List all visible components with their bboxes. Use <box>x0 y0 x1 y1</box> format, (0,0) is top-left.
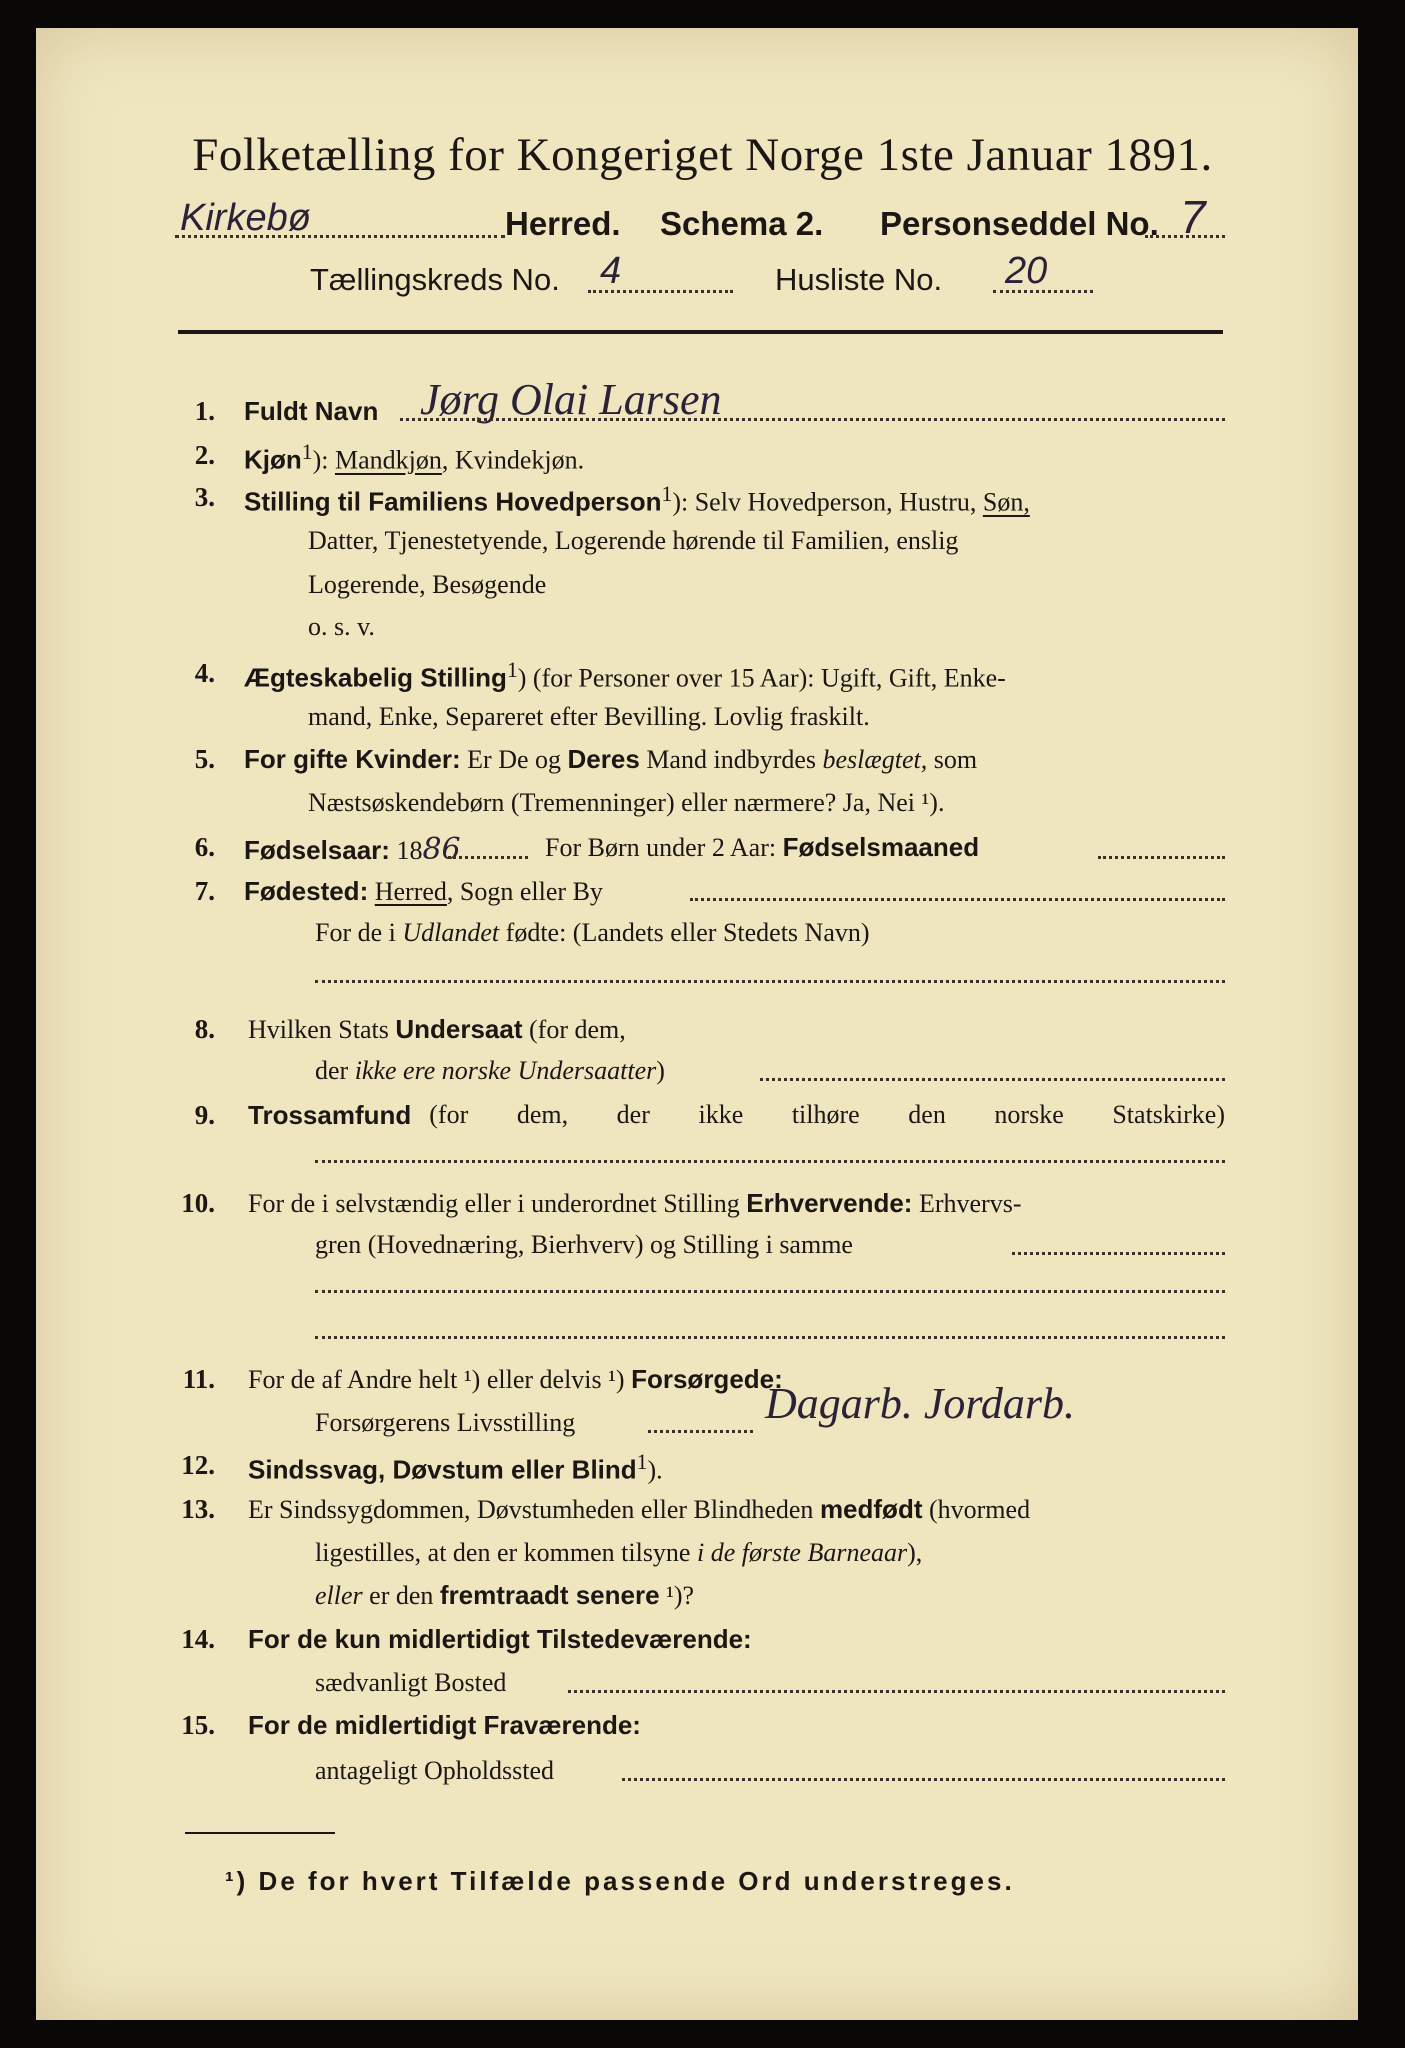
item-number: 14. <box>181 1624 215 1654</box>
birthplace-label: Fødested: <box>244 876 369 906</box>
congenital-text: er den <box>369 1581 434 1610</box>
birthplace-selected-herred: Herred <box>374 877 447 906</box>
personseddel-number: 7 <box>1180 191 1206 243</box>
relation-line-4: o. s. v. <box>308 612 375 641</box>
marital-line-2: mand, Enke, Separeret efter Bevilling. Lovlig fraskilt. <box>308 702 870 731</box>
birth-month-line <box>545 832 979 863</box>
congenital-italic: eller <box>315 1581 363 1610</box>
schema-label: Schema 2. <box>660 205 824 242</box>
congenital-text: ligestilles, at den er kommen tilsyne <box>315 1538 691 1567</box>
congenital-label: medfødt <box>819 1494 923 1524</box>
married-women-text: Er De og <box>467 745 562 774</box>
occupation-dotted-line <box>315 1290 1225 1293</box>
item-number: 8. <box>194 1014 215 1044</box>
congenital-italic: i de første Barneaar <box>696 1538 908 1567</box>
citizenship-text: ) <box>656 1056 665 1085</box>
religion-text: (for dem, der ikke tilhøre den norske Statskirke) <box>429 1100 1225 1129</box>
sex-line <box>244 440 584 476</box>
congenital-line-1 <box>248 1494 1030 1525</box>
usual-residence-dotted-line <box>568 1690 1225 1693</box>
birthplace-abroad-text: For de i <box>315 918 396 947</box>
header-rule <box>178 330 1223 334</box>
census-form-sheet <box>36 28 1358 2020</box>
husliste-dotted-line <box>993 290 1093 293</box>
name-value: Jørg Olai Larsen <box>420 375 722 424</box>
probable-residence-label: antageligt Opholdssted <box>315 1756 555 1785</box>
occupation-dotted-line <box>1012 1252 1225 1255</box>
item-number: 15. <box>181 1710 215 1740</box>
citizenship-label: Undersaat <box>395 1014 523 1044</box>
sex-comma: , <box>441 445 455 475</box>
religion-label: Trossamfund <box>248 1100 412 1130</box>
herred-label: Herred. <box>505 205 621 242</box>
married-women-label: For gifte Kvinder: <box>244 744 461 774</box>
citizenship-text: (for dem, <box>529 1015 626 1044</box>
citizenship-text: der <box>315 1056 349 1085</box>
religion-dotted-line <box>315 1160 1225 1163</box>
supporter-label: Forsørgerens Livsstilling <box>315 1408 576 1437</box>
occupation-line-2: gren (Hovednæring, Bierhverv) og Stilling i samme <box>315 1230 853 1259</box>
temp-present-label: For de kun midlertidigt Tilstedeværende: <box>248 1624 752 1654</box>
supported-line-1 <box>248 1364 783 1395</box>
relation-line-3: Logerende, Besøgende <box>308 570 547 599</box>
supporter-dotted-line <box>648 1430 753 1433</box>
personseddel-label: Personseddel No. <box>880 205 1159 242</box>
birth-month-text: For Børn under 2 Aar: <box>545 833 777 862</box>
name-label: Fuldt Navn <box>244 396 379 426</box>
occupation-line-1 <box>248 1188 1021 1219</box>
occupation-label: Erhvervende: <box>746 1188 913 1218</box>
citizenship-italic: ikke ere norske Undersaatter <box>354 1056 657 1085</box>
item-number: 3. <box>194 482 215 512</box>
supported-label: Forsørgede: <box>631 1364 783 1394</box>
birthplace-options: , Sogn eller By <box>446 877 603 906</box>
birth-year-value: 86 <box>422 832 461 867</box>
congenital-text: (hvormed <box>928 1495 1031 1524</box>
footnote: ¹) De for hvert Tilfælde passende Ord understreges. <box>225 1866 1015 1896</box>
supporter-value: Dagarb. Jordarb. <box>765 1379 1076 1428</box>
footnote-ref: 1 <box>506 658 518 682</box>
married-women-text: som <box>933 745 978 774</box>
footnote-ref: 1 <box>636 1450 648 1474</box>
citizenship-line-1 <box>248 1014 626 1045</box>
sex-label: Kjøn <box>244 444 302 475</box>
occupation-dotted-line <box>315 1336 1225 1339</box>
relation-label: Stilling til Familiens Hovedperson <box>244 486 662 517</box>
married-women-bold: Deres <box>567 744 640 774</box>
kreds-number: 4 <box>600 250 622 292</box>
birthplace-line-2 <box>315 918 870 948</box>
citizenship-line-2 <box>315 1056 665 1086</box>
birthplace-line-1 <box>244 876 603 907</box>
footnote-ref: 1 <box>301 440 313 464</box>
birth-year-line <box>244 832 461 867</box>
birth-year-prefix: 18 <box>396 836 423 865</box>
birth-month-dotted-line <box>1098 856 1225 859</box>
item-number: 10. <box>181 1188 215 1218</box>
married-women-line-2: Næstsøskendebørn (Tremenninger) eller nærmere? Ja, Nei ¹). <box>308 788 945 817</box>
marital-label: Ægteskabelig Stilling <box>244 662 507 693</box>
usual-residence-label: sædvanligt Bosted <box>315 1668 507 1697</box>
birth-year-dotted-line <box>448 856 528 859</box>
sex-option-female: Kvindekjøn. <box>454 445 585 475</box>
item-number: 6. <box>194 832 215 862</box>
item-number: 12. <box>181 1450 215 1480</box>
item-number: 7. <box>194 876 215 906</box>
citizenship-text: Hvilken Stats <box>248 1015 389 1044</box>
footnote-rule <box>185 1832 335 1834</box>
husliste-label: Husliste No. <box>775 262 943 297</box>
sex-separator: ): <box>312 445 335 475</box>
item-number: 9. <box>194 1100 215 1130</box>
relation-options: ): Selv Hovedperson, Hustru, <box>672 487 977 517</box>
footnote-ref: 1 <box>661 482 673 506</box>
congenital-text: ), <box>907 1538 923 1567</box>
personseddel-dotted-line <box>1145 235 1225 238</box>
birthplace-dotted-line <box>690 898 1225 901</box>
birth-year-label: Fødselsaar: <box>244 835 390 865</box>
married-women-italic: beslægtet, <box>822 745 928 774</box>
marital-line-1 <box>244 658 1006 694</box>
disability-label: Sindssvag, Døvstum eller Blind <box>248 1454 637 1485</box>
occupation-text: Erhvervs- <box>918 1189 1022 1218</box>
married-women-text: Mand indbyrdes <box>646 745 817 774</box>
temp-absent-label: For de midlertidigt Fraværende: <box>248 1710 641 1740</box>
marital-options: ) (for Personer over 15 Aar): Ugift, Gift, Enke- <box>517 663 1006 693</box>
kreds-label: Tællingskreds No. <box>310 262 560 297</box>
item-number: 1. <box>194 396 215 426</box>
herred-handwritten: Kirkebø <box>180 197 311 239</box>
item-number: 4. <box>194 658 215 688</box>
supported-text: For de af Andre helt ¹) eller delvis ¹) <box>248 1365 625 1394</box>
husliste-number: 20 <box>1005 250 1048 292</box>
form-title: Folketælling for Kongeriget Norge 1ste Januar 1891. <box>192 129 1213 181</box>
probable-residence-dotted-line <box>622 1778 1225 1781</box>
religion-line <box>248 1100 1225 1131</box>
congenital-line-2 <box>315 1538 922 1568</box>
congenital-bold: fremtraadt senere <box>439 1580 660 1610</box>
relation-line-2: Datter, Tjenestetyende, Logerende hørende til Familien, enslig <box>308 526 959 555</box>
birth-month-label: Fødselsmaaned <box>782 832 980 862</box>
sex-option-male: Mandkjøn <box>334 445 442 475</box>
kreds-dotted-line <box>588 290 733 293</box>
item-number: 11. <box>182 1364 215 1394</box>
occupation-text: For de i selvstændig eller i underordnet Stilling <box>248 1189 740 1218</box>
birthplace-abroad-text: fødte: (Landets eller Stedets Navn) <box>505 918 870 947</box>
congenital-text: Er Sindssygdommen, Døvstumheden eller Blindheden <box>248 1495 814 1524</box>
congenital-line-3 <box>315 1580 694 1611</box>
item-number: 5. <box>194 744 215 774</box>
name-dotted-line <box>400 418 1225 421</box>
relation-selected-son: Søn, <box>982 487 1030 517</box>
herred-dotted-line <box>175 235 505 238</box>
relation-line-1 <box>244 482 1225 518</box>
married-women-line-1 <box>244 744 977 775</box>
disability-line <box>248 1450 663 1486</box>
birthplace-abroad-italic: Udlandet <box>402 918 500 947</box>
disability-text: ). <box>647 1455 663 1485</box>
congenital-text: ¹)? <box>659 1581 695 1610</box>
birthplace-abroad-dotted-line <box>315 980 1225 983</box>
item-number: 2. <box>194 440 215 470</box>
item-number: 13. <box>181 1494 215 1524</box>
citizenship-dotted-line <box>760 1078 1225 1081</box>
